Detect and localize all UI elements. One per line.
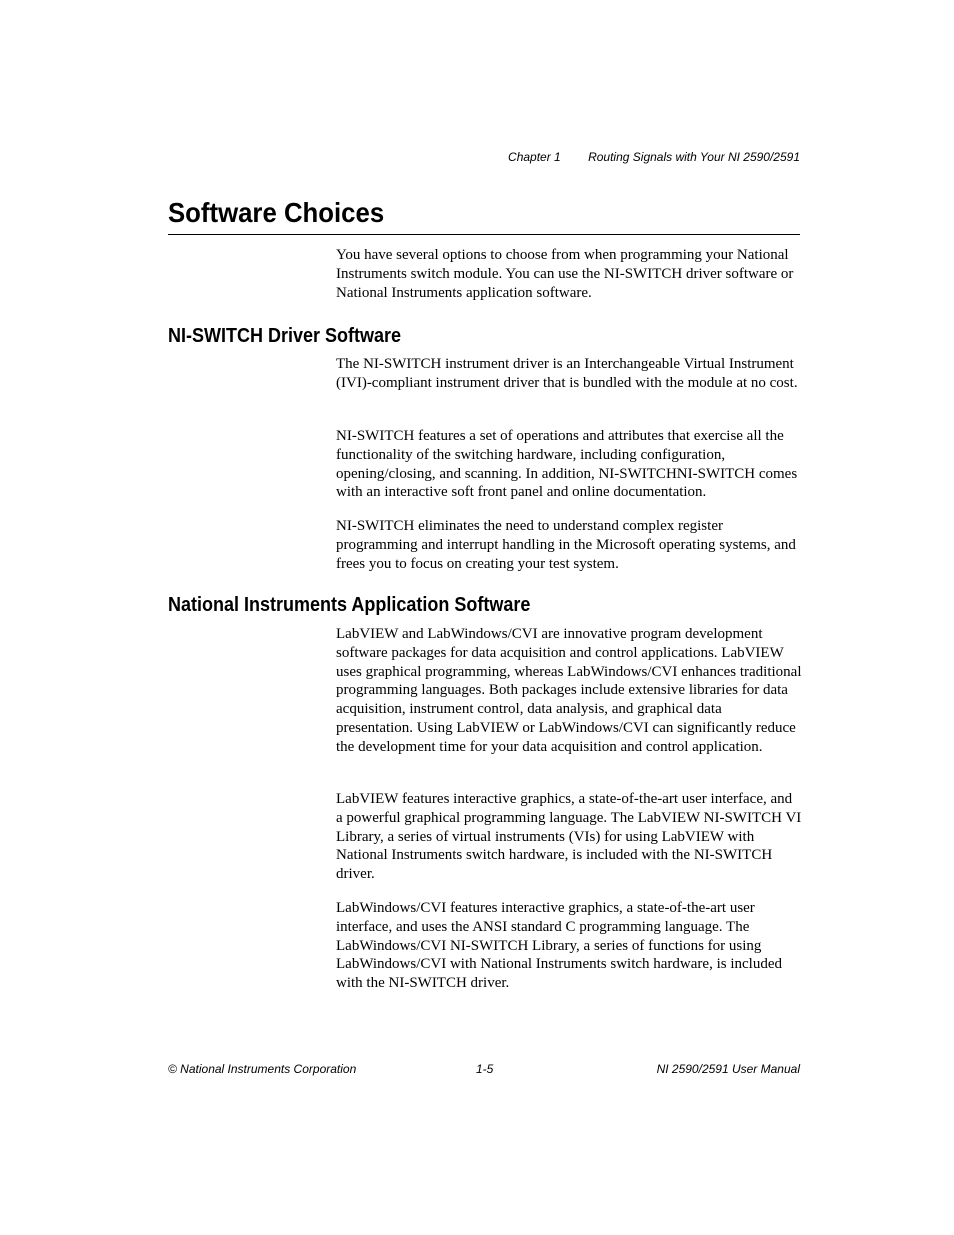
- section-heading-application-software: National Instruments Application Software: [168, 594, 531, 616]
- intro-paragraph: [336, 246, 802, 302]
- section-body-ni-switch-2: [336, 427, 802, 502]
- paragraph: LabVIEW and LabWindows/CVI are innovative program development software packages for data acquisition and control applications. LabVIEW uses graphical programming, whereas LabWindows/CVI enhances traditional programming languages. Both packages include extensive libraries for data acquisition, instrument control, data analysis, and graphical data presentation. Using LabVIEW or LabWindows/CVI can significantly reduce the development time for your data acquisition and control application.: [336, 626, 802, 755]
- paragraph: The NI-SWITCH instrument driver is an Interchangeable Virtual Instrument (IVI)-compliant instrument driver that is bundled with the module at no cost.: [336, 356, 798, 391]
- running-header: [508, 150, 800, 164]
- title-rule: [168, 234, 800, 235]
- paragraph: NI-SWITCH features a set of operations and attributes that exercise all the functionality of the switching hardware, including configuration, opening/closing, and scanning. In addition, NI-SWITCHNI-SWITCH comes with an interactive soft front panel and online documentation.: [336, 428, 798, 501]
- paragraph: LabVIEW features interactive graphics, a state-of-the-art user interface, and a powerful graphical programming language. The LabVIEW NI-SWITCH VI Library, a series of virtual instruments (VIs) for using LabVIEW with National Instruments switch hardware, is included with the NI-SWITCH driver.: [336, 791, 802, 883]
- footer-page-number: 1-5: [476, 1062, 494, 1076]
- header-chapter-title: Routing Signals with Your NI 2590/2591: [588, 150, 800, 164]
- paragraph: NI-SWITCH eliminates the need to understand complex register programming and interrupt handling in the Microsoft operating systems, and frees you to focus on creating your test system.: [336, 518, 796, 572]
- section-body-application-1: [336, 625, 802, 757]
- footer-copyright: © National Instruments Corporation: [168, 1062, 357, 1076]
- header-chapter: Chapter 1: [508, 150, 561, 164]
- section-body-application-3: [336, 899, 802, 993]
- footer-manual-title: NI 2590/2591 User Manual: [656, 1062, 800, 1076]
- section-body-ni-switch: [336, 355, 802, 393]
- paragraph: LabWindows/CVI features interactive graphics, a state-of-the-art user interface, and uses the ANSI standard C programming language. The LabWindows/CVI NI-SWITCH Library, a series of functions for using LabWindows/CVI with National Instruments switch hardware, is included with the NI-SWITCH driver.: [336, 900, 782, 992]
- section-heading-ni-switch: NI-SWITCH Driver Software: [168, 325, 402, 347]
- section-body-application-2: [336, 790, 802, 884]
- page-title: Software Choices: [168, 197, 385, 228]
- section-body-ni-switch-3: [336, 517, 802, 573]
- intro-text: You have several options to choose from when programming your National Instruments switch module. You can use the NI-SWITCH driver software or National Instruments application software.: [336, 247, 794, 301]
